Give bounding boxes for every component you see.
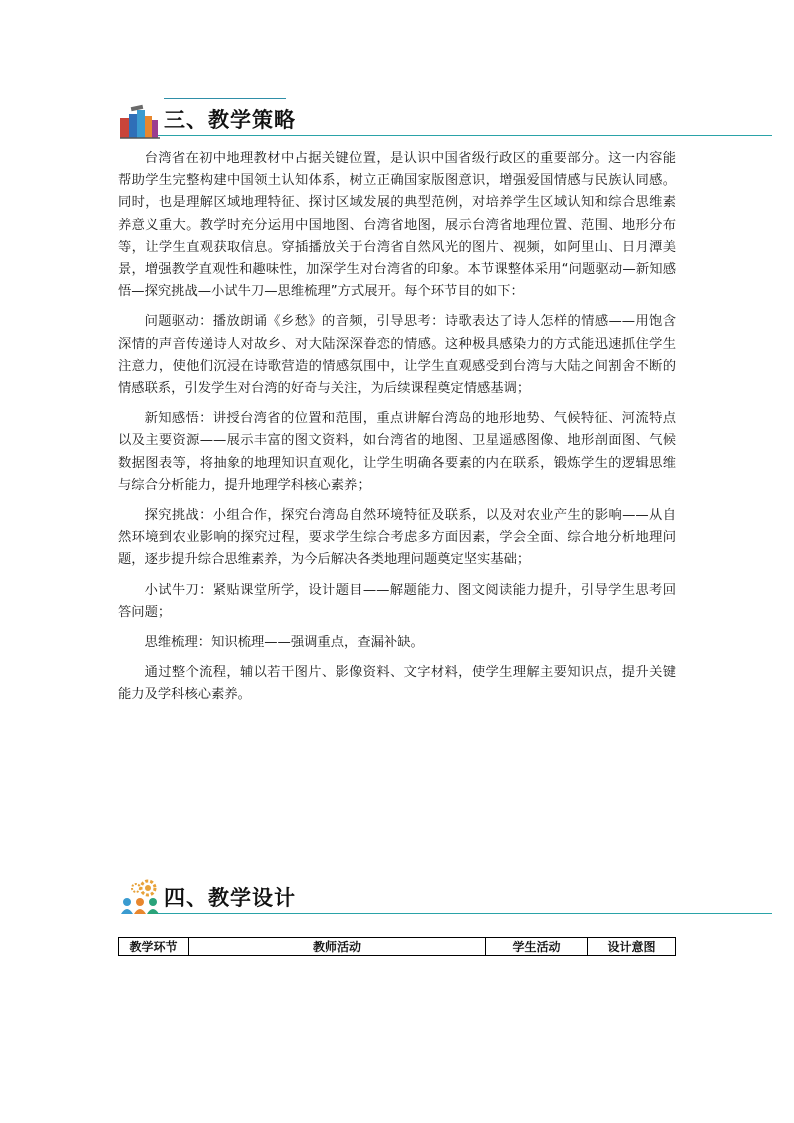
section-title: 四、教学设计 (164, 886, 296, 910)
section-4-heading (118, 876, 770, 920)
table-header-cell: 学生活动 (486, 938, 588, 956)
strategy-body (118, 148, 676, 707)
heading-bottom-rule (158, 135, 772, 136)
heading-bottom-rule (158, 913, 772, 914)
paragraph: 小试牛刀：紧贴课堂所学，设计题目——解题能力、图文阅读能力提升，引导学生思考回答问题； (118, 582, 676, 620)
heading-top-rule (164, 98, 286, 99)
section-3-heading (118, 98, 770, 142)
paragraph: 通过整个流程，辅以若干图片、影像资料、文字材料，使学生理解主要知识点，提升关键能力及学科核心素养。 (118, 665, 676, 703)
table-header-cell: 设计意图 (588, 938, 676, 956)
paragraph: 问题驱动：播放朗诵《乡愁》的音频，引导思考：诗歌表达了诗人怎样的情感——用饱含深情的声音传递诗人对故乡、对大陆深深眷恋的情感。这种极具感染力的方式能迅速抓住学生注意力，使他们沉浸在诗歌营造的情感氛围中，让学生直观感受到台湾与大陆之间割舍不断的情感联系，引发学生对台湾的好奇与关注，为后续课程奠定情感基调； (118, 314, 676, 397)
paragraph: 思维梳理：知识梳理——强调重点，查漏补缺。 (144, 635, 424, 651)
paragraph: 台湾省在初中地理教材中占据关键位置，是认识中国省级行政区的重要部分。这一内容能帮助学生完整构建中国领土认知体系，树立正确国家版图意识，增强爱国情感与民族认同感。同时，也是理解区域地理特征、探讨区域发展的典型范例，对培养学生区域认知和综合思维素养意义重大。教学时充分运用中国地图、台湾省地图，展示台湾省地理位置、范围、地形分布等，让学生直观获取信息。穿插播放关于台湾省自然风光的图片、视频，如阿里山、日月潭美景，增强教学直观性和趣味性，加深学生对台湾省的印象。本节课整体采用“问题驱动—新知感悟—探究挑战—小试牛刀—思维梳理”方式展开。每个环节目的如下： (118, 151, 676, 300)
table-header-cell: 教学环节 (119, 938, 189, 956)
table-header-row (119, 938, 676, 956)
people-gear-icon (118, 878, 162, 918)
paragraph: 探究挑战：小组合作，探究台湾岛自然环境特征及联系，以及对农业产生的影响——从自然环境到农业影响的探究过程，要求学生综合考虑多方面因素，学会全面、综合地分析地理问题，逐步提升综合思维素养，为今后解决各类地理问题奠定坚实基础； (118, 508, 676, 568)
books-icon (118, 100, 162, 140)
section-title: 三、教学策略 (164, 108, 296, 132)
teaching-design-table (118, 937, 676, 956)
paragraph: 新知感悟：讲授台湾省的位置和范围，重点讲解台湾岛的地形地势、气候特征、河流特点以及主要资源——展示丰富的图文资料，如台湾省的地图、卫星遥感图像、地形剖面图、气候数据图表等，将抽象的地理知识直观化，让学生明确各要素的内在联系，锻炼学生的逻辑思维与综合分析能力，提升地理学科核心素养； (118, 411, 676, 493)
table-header-cell: 教师活动 (189, 938, 486, 956)
